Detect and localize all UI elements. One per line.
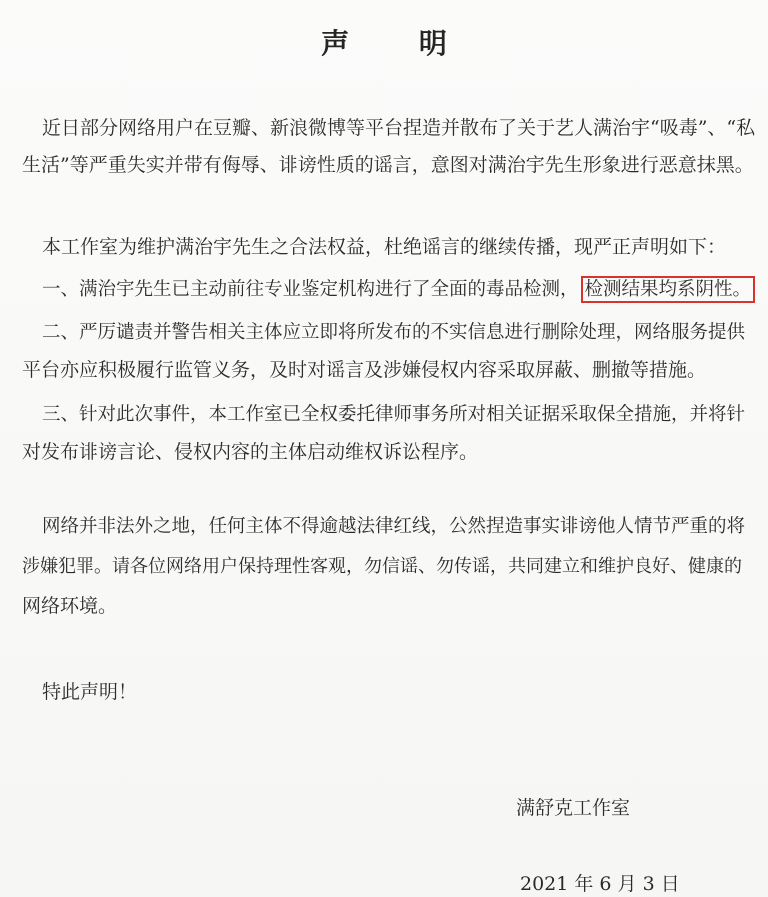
paragraph3-line3: 网络环境。 [22, 595, 118, 617]
item1-text: 一、满治宇先生已主动前往专业鉴定机构进行了全面的毒品检测， [42, 279, 579, 300]
paragraph3-line1: 网络并非法外之地，任何主体不得逾越法律红线，公然捏造事实诽谤他人情节严重的将 [42, 516, 746, 537]
item1-line [42, 275, 755, 305]
paragraph2-line1: 本工作室为维护满治宇先生之合法权益，杜绝谣言的继续传播，现严正声明如下： [42, 236, 727, 258]
item2-line2: 平台亦应积极履行监管义务，及时对谣言及涉嫌侵权内容采取屏蔽、删撤等措施。 [22, 359, 707, 381]
date: 2021 年 6 月 3 日 [520, 873, 680, 895]
item3-line2: 对发布诽谤言论、侵权内容的主体启动维权诉讼程序。 [22, 441, 479, 463]
item2-line1: 二、严厉谴责并警告相关主体应立即将所发布的不实信息进行删除处理，网络服务提供 [42, 322, 746, 343]
document-title: 声 明 [321, 27, 477, 60]
paragraph1-line2: 生活”等严重失实并带有侮辱、诽谤性质的谣言，意图对满治宇先生形象进行恶意抹黑。 [22, 154, 754, 176]
signature: 满舒克工作室 [516, 797, 631, 819]
paragraph3-line2: 涉嫌犯罪。请各位网络用户保持理性客观，勿信谣、勿传谣，共同建立和维护良好、健康的 [22, 556, 742, 577]
paragraph1-line1: 近日部分网络用户在豆瓣、新浪微博等平台捏造并散布了关于艺人满治宇“吸毒”、“私 [42, 117, 756, 139]
item3-line1: 三、针对此次事件，本工作室已全权委托律师事务所对相关证据采取保全措施，并将针 [42, 404, 746, 425]
highlighted-result: 检测结果均系阴性。 [581, 276, 756, 303]
closing-text: 特此声明！ [42, 681, 138, 703]
